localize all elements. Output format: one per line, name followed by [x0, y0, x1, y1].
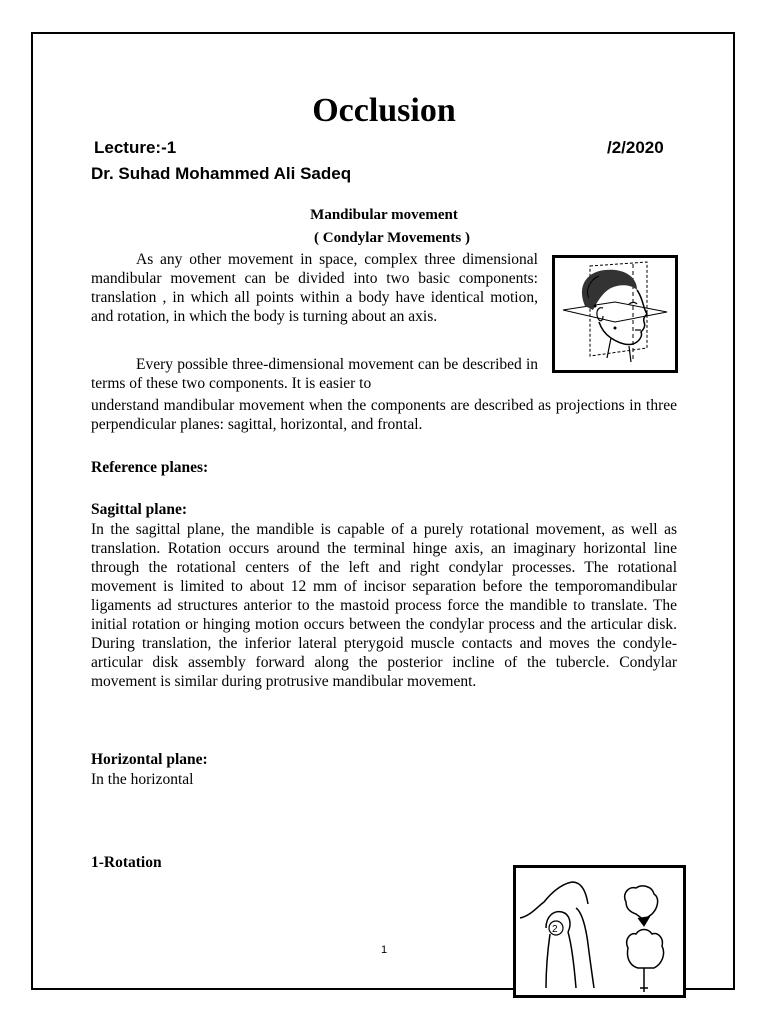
page-number: 1 — [380, 944, 388, 956]
condyle-label: 2 — [552, 924, 558, 935]
head-planes-figure — [552, 255, 678, 373]
rotation-heading: 1-Rotation — [91, 854, 162, 871]
author-name: Dr. Suhad Mohammed Ali Sadeq — [91, 164, 352, 183]
condyle-rotation-figure — [513, 865, 686, 998]
lecture-number: Lecture:-1 — [94, 138, 177, 157]
horizontal-plane-text: In the horizontal — [91, 771, 194, 788]
intro-paragraph-1: As any other movement in space, complex three dimensional mandibular movement can be divided into two basic components: translation , in which all points within a body have identical motion, and rotation, in which the body is turning about an axis. — [91, 251, 538, 325]
intro-paragraph-2b: understand mandibular movement when the components are described as projections in three perpendicular planes: sagittal, horizontal, and frontal. — [91, 397, 677, 433]
condyle-rotation-illustration — [516, 868, 683, 995]
head-planes-illustration — [555, 258, 675, 370]
horizontal-plane-heading: Horizontal plane: — [91, 751, 208, 768]
document-title: Occlusion — [312, 92, 456, 129]
section-title: Mandibular movement — [310, 207, 458, 223]
intro-paragraph-2a: Every possible three-dimensional movement can be described in terms of these two components. It is easier to — [91, 356, 538, 392]
reference-planes-heading: Reference planes: — [91, 459, 209, 476]
lecture-date: /2/2020 — [607, 138, 664, 157]
sagittal-plane-heading: Sagittal plane: — [91, 501, 188, 518]
sagittal-plane-text: In the sagittal plane, the mandible is capable of a purely rotational movement, as well as translation. Rotation occurs around the terminal hinge axis, an imaginary horizontal line through the rotational centers of the left and right condylar processes. The rotational movement is limited to about 12 mm of incisor separation before the temporomandibular ligaments ad structures anterior to the mastoid process force the mandible to translate. The initial rotation or hinging motion occurs between the condylar process and the articular disk. During translation, the inferior lateral pterygoid muscle contacts and moves the condyle-articular disk assembly forward along the posterior incline of the tubercle. Condylar movement is similar during protrusive mandibular movement. — [91, 521, 677, 690]
section-subtitle: ( Condylar Movements ) — [314, 230, 470, 246]
